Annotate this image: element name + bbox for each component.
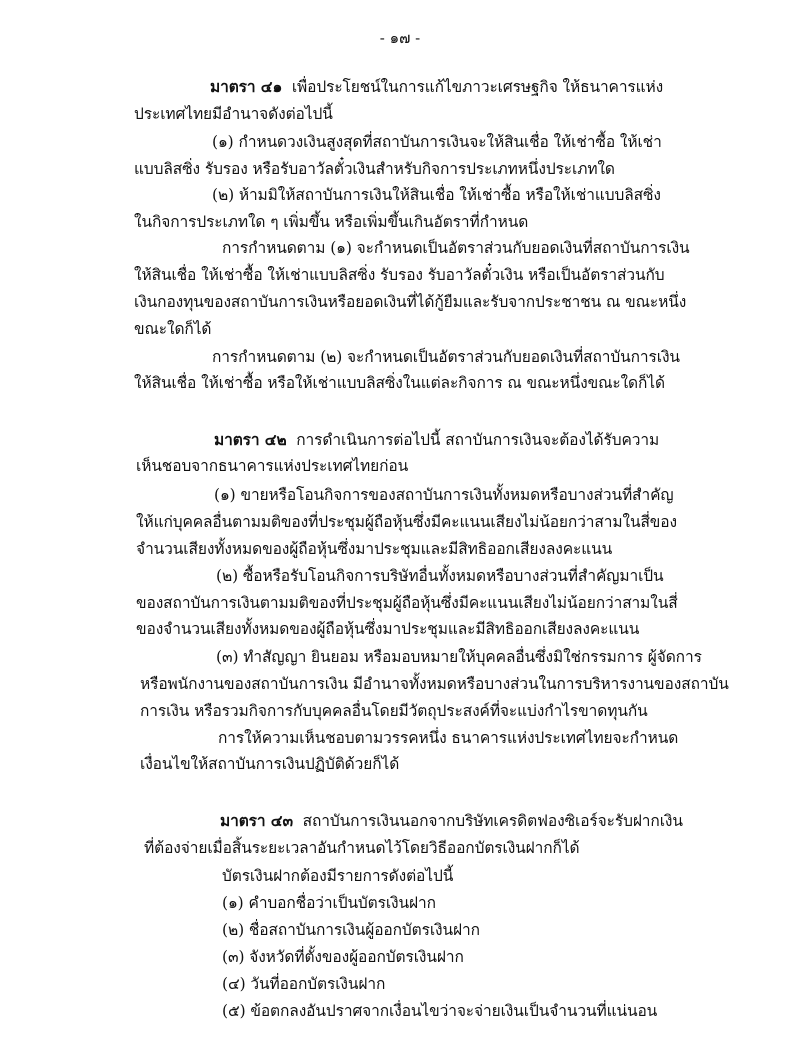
section-42-item-3-line-1: (๓) ทำสัญญา ยินยอม หรือมอบหมายให้บุคคลอื่นซึ่งมิใช่กรรมการ ผู้จัดการ — [216, 648, 702, 666]
section-42-paragraph-1-line-2: เห็นชอบจากธนาคารแห่งประเทศไทยก่อน — [136, 457, 409, 475]
section-41-paragraph-2-line-4: ขณะใดก็ได้ — [134, 320, 212, 338]
section-42-item-2-line-2: ของสถาบันการเงินตามมติของที่ประชุมผู้ถือหุ้นซึ่งมีคะแนนเสียงไม่น้อยกว่าสามในสี่ — [136, 594, 678, 612]
section-43-paragraph-1-line-2: ที่ต้องจ่ายเมื่อสิ้นระยะเวลาอันกำหนดไว้โดยวิธีออกบัตรเงินฝากก็ได้ — [144, 839, 580, 857]
section-41-item-2-line-2: ในกิจการประเภทใด ๆ เพิ่มขึ้น หรือเพิ่มขึ้นเกินอัตราที่กำหนด — [134, 213, 529, 231]
section-41-paragraph-2-line-1: การกำหนดตาม (๑) จะกำหนดเป็นอัตราส่วนกับยอดเงินที่สถาบันการเงิน — [222, 239, 690, 257]
section-41-paragraph-2-line-2: ให้สินเชื่อ ให้เช่าซื้อ ให้เช่าแบบลิสซิ่ง รับรอง รับอาวัลตั๋วเงิน หรือเป็นอัตราส่วนกับ — [134, 266, 665, 284]
section-43-text: สถาบันการเงินนอกจากบริษัทเครดิตฟองซิเอร์จะรับฝากเงิน — [302, 812, 683, 830]
section-41-item-2-line-1: (๒) ห้ามมิให้สถาบันการเงินให้สินเชื่อ ให้เช่าซื้อ หรือให้เช่าแบบลิสซิ่ง — [212, 186, 661, 204]
section-43-paragraph-1-line-1 — [220, 811, 683, 831]
section-41-text: เพื่อประโยชน์ในการแก้ไขภาวะเศรษฐกิจ ให้ธนาคารแห่ง — [291, 78, 664, 96]
section-42-text: การดำเนินการต่อไปนี้ สถาบันการเงินจะต้องได้รับความ — [296, 431, 660, 449]
section-42-item-2-line-3: ของจำนวนเสียงทั้งหมดของผู้ถือหุ้นซึ่งมาประชุมและมีสิทธิออกเสียงลงคะแนน — [136, 620, 640, 638]
section-42-item-3-line-2: หรือพนักงานของสถาบันการเงิน มีอำนาจทั้งหมดหรือบางส่วนในการบริหารงานของสถาบัน — [140, 675, 729, 693]
section-41-paragraph-1-line-2: ประเทศไทยมีอำนาจดังต่อไปนี้ — [134, 105, 333, 123]
section-41-heading: มาตรา ๔๑ — [210, 77, 283, 96]
section-43-item-5: (๕) ข้อตกลงอันปราศจากเงื่อนไขว่าจะจ่ายเงินเป็นจำนวนที่แน่นอน — [222, 1002, 658, 1020]
section-42-item-2-line-1: (๒) ซื้อหรือรับโอนกิจการบริษัทอื่นทั้งหมดหรือบางส่วนที่สำคัญมาเป็น — [216, 567, 664, 585]
section-41-paragraph-3-line-1: การกำหนดตาม (๒) จะกำหนดเป็นอัตราส่วนกับยอดเงินที่สถาบันการเงิน — [212, 348, 680, 366]
section-43-item-1: (๑) คำบอกชื่อว่าเป็นบัตรเงินฝาก — [222, 894, 436, 912]
section-42-paragraph-2-line-2: เงื่อนไขให้สถาบันการเงินปฏิบัติด้วยก็ได้ — [140, 755, 400, 773]
section-43-item-4: (๔) วันที่ออกบัตรเงินฝาก — [222, 975, 386, 993]
section-41-item-1-line-1: (๑) กำหนดวงเงินสูงสุดที่สถาบันการเงินจะให้สินเชื่อ ให้เช่าซื้อ ให้เช่า — [212, 133, 662, 151]
section-41-paragraph-3-line-2: ให้สินเชื่อ ให้เช่าซื้อ หรือให้เช่าแบบลิสซิ่งในแต่ละกิจการ ณ ขณะหนึ่งขณะใดก็ได้ — [134, 374, 665, 392]
section-42-item-1-line-1: (๑) ขายหรือโอนกิจการของสถาบันการเงินทั้งหมดหรือบางส่วนที่สำคัญ — [214, 486, 674, 504]
page-number: - ๑๗ - — [379, 29, 421, 47]
section-43-heading: มาตรา ๔๓ — [220, 811, 293, 830]
section-42-item-1-line-3: จำนวนเสียงทั้งหมดของผู้ถือหุ้นซึ่งมาประชุมและมีสิทธิออกเสียงลงคะแนน — [136, 540, 613, 558]
section-43-paragraph-2-line-1: บัตรเงินฝากต้องมีรายการดังต่อไปนี้ — [222, 867, 454, 885]
section-41-paragraph-1-line-1 — [210, 77, 663, 97]
section-42-item-1-line-2: ให้แก่บุคคลอื่นตามมติของที่ประชุมผู้ถือหุ้นซึ่งมีคะแนนเสียงไม่น้อยกว่าสามในสี่ของ — [136, 513, 677, 531]
section-43-item-3: (๓) จังหวัดที่ตั้งของผู้ออกบัตรเงินฝาก — [222, 948, 464, 966]
section-42-paragraph-2-line-1: การให้ความเห็นชอบตามวรรคหนึ่ง ธนาคารแห่งประเทศไทยจะกำหนด — [218, 729, 679, 747]
section-42-heading: มาตรา ๔๒ — [214, 430, 287, 449]
section-41-paragraph-2-line-3: เงินกองทุนของสถาบันการเงินหรือยอดเงินที่ได้กู้ยืมและรับจากประชาชน ณ ขณะหนึ่ง — [134, 293, 687, 311]
section-43-item-2: (๒) ชื่อสถาบันการเงินผู้ออกบัตรเงินฝาก — [222, 921, 480, 939]
section-42-item-3-line-3: การเงิน หรือรวมกิจการกับบุคคลอื่นโดยมีวัตถุประสงค์ที่จะแบ่งกำไรขาดทุนกัน — [140, 702, 648, 720]
section-41-item-1-line-2: แบบลิสซิ่ง รับรอง หรือรับอาวัลตั๋วเงินสำหรับกิจการประเภทหนึ่งประเภทใด — [134, 160, 615, 178]
section-42-paragraph-1-line-1 — [214, 430, 659, 450]
